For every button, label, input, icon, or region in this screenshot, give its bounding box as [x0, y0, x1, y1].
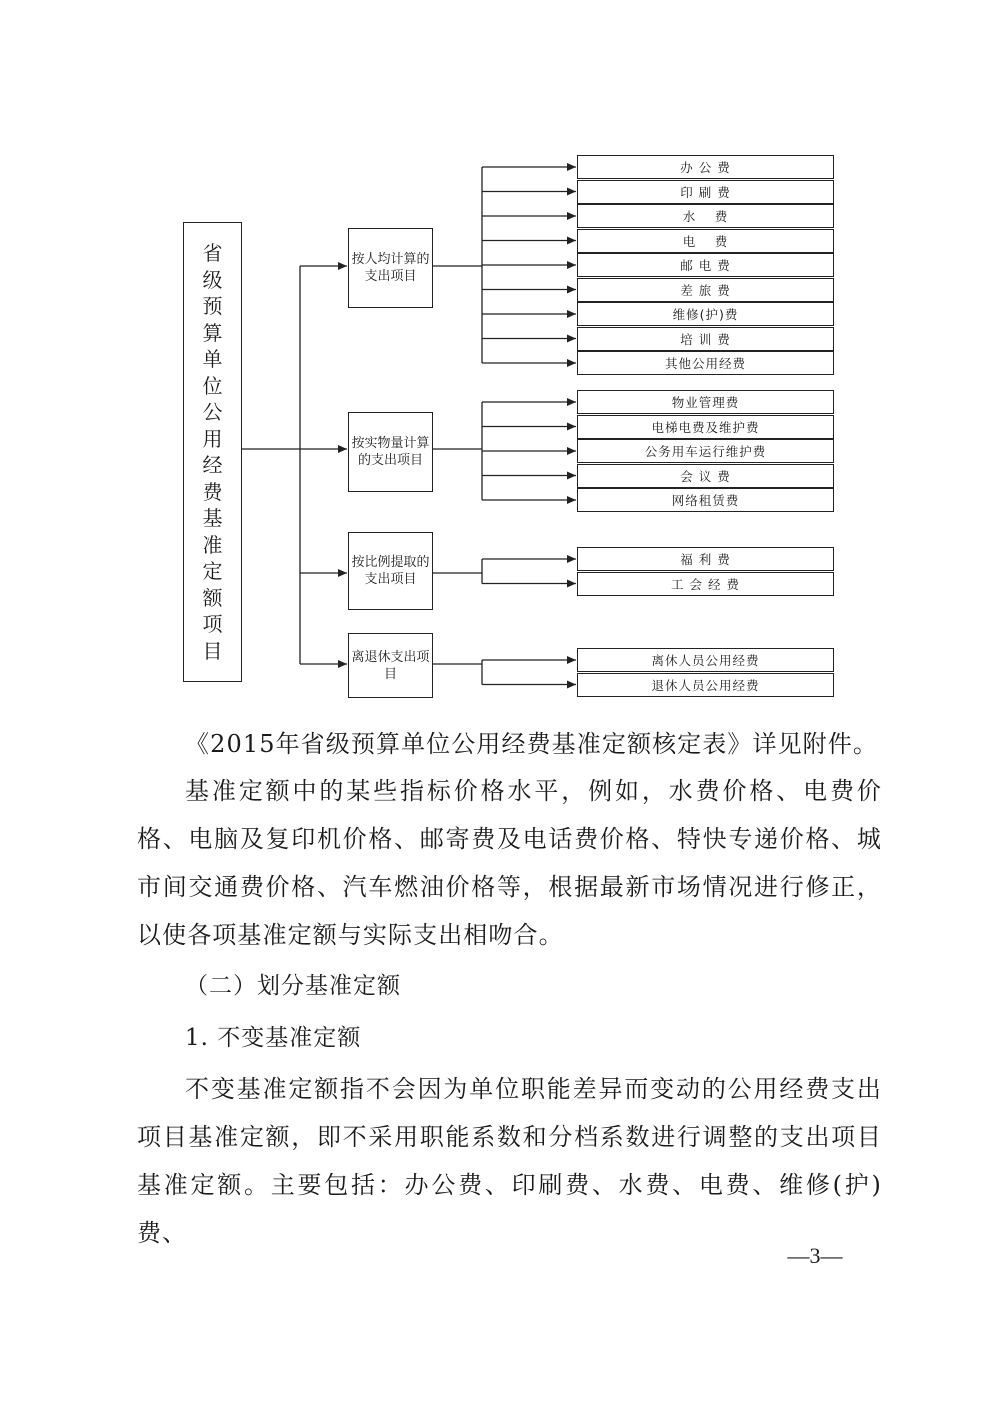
leaf-arrow — [567, 359, 576, 367]
category-retiree-box: 离退休支出项目 — [348, 633, 433, 698]
root-char: 公 — [202, 400, 223, 424]
leaf-item-per-capita: 维修(护)费 — [577, 302, 834, 326]
root-char: 准 — [202, 532, 223, 557]
leaf-item-per-capita: 培 训 费 — [577, 327, 834, 351]
subsection-heading: 1. 不变基准定额 — [185, 1025, 362, 1051]
section-heading: （二）划分基准定额 — [185, 973, 401, 999]
category-proportional-box: 按比例提取的支出项目 — [348, 532, 433, 610]
root-char: 经 — [202, 453, 223, 477]
leaf-arrow — [567, 656, 576, 664]
category-arrow — [338, 262, 347, 270]
leaf-arrow — [567, 163, 576, 171]
fixed-quota-paragraph: 不变基准定额指不会因为单位职能差异而变动的公用经费支出项目基准定额，即不采用职能系数和分档系数进行调整的支出项目基准定额。主要包括：办公费、印刷费、水费、电费、维修(护)费、 — [137, 1075, 882, 1247]
root-char: 额 — [202, 585, 223, 610]
category-physical-quantity-box: 按实物量计算的支出项目 — [348, 412, 433, 492]
page-number: —3— — [787, 1243, 843, 1268]
root-char: 省 — [202, 241, 223, 265]
leaf-arrow — [567, 212, 576, 220]
leaf-arrow — [567, 681, 576, 689]
category-per-capita-box: 按人均计算的支出项目 — [348, 228, 433, 308]
leaf-arrow — [567, 580, 576, 588]
price-adjustment-paragraph: 基准定额中的某些指标价格水平，例如，水费价格、电费价格、电脑及复印机价格、邮寄费及电话费价格、特快专递价格、城市间交通费价格、汽车燃油价格等，根据最新市场情况进行修正，以使各项基准定额与实际支出相吻合。 — [137, 777, 882, 949]
leaf-item-retiree: 退休人员公用经费 — [577, 673, 834, 697]
leaf-item-physical-quantity: 公务用车运行维护费 — [577, 439, 834, 463]
root-char: 目 — [202, 638, 223, 663]
root-char: 基 — [202, 506, 223, 530]
leaf-arrow — [567, 261, 576, 269]
leaf-item-per-capita: 差 旅 费 — [577, 278, 834, 302]
leaf-arrow — [567, 286, 576, 294]
leaf-item-per-capita: 印 刷 费 — [577, 180, 834, 204]
leaf-item-per-capita: 水 费 — [577, 204, 834, 228]
root-char: 用 — [202, 426, 223, 451]
root-char: 预 — [202, 294, 223, 318]
leaf-arrow — [567, 472, 576, 480]
category-arrow — [338, 445, 347, 453]
leaf-item-proportional: 工 会 经 费 — [577, 572, 834, 596]
leaf-item-physical-quantity: 网络租赁费 — [577, 488, 834, 512]
leaf-item-retiree: 离休人员公用经费 — [577, 648, 834, 672]
root-char: 级 — [202, 267, 223, 292]
leaf-item-per-capita: 办 公 费 — [577, 155, 834, 179]
leaf-arrow — [567, 237, 576, 245]
leaf-arrow — [567, 555, 576, 563]
leaf-item-physical-quantity: 会 议 费 — [577, 464, 834, 488]
leaf-arrow — [567, 447, 576, 455]
category-arrow — [338, 569, 347, 577]
root-char: 项 — [202, 612, 223, 636]
leaf-arrow — [567, 496, 576, 504]
leaf-arrow — [567, 188, 576, 196]
root-char: 单 — [202, 347, 223, 371]
leaf-item-per-capita: 电 费 — [577, 229, 834, 253]
root-char: 位 — [202, 373, 223, 398]
leaf-item-per-capita: 其他公用经费 — [577, 351, 834, 375]
diagram-root-box — [183, 222, 242, 682]
leaf-arrow — [567, 335, 576, 343]
leaf-item-physical-quantity: 电梯电费及维护费 — [577, 415, 834, 439]
leaf-item-proportional: 福 利 费 — [577, 547, 834, 571]
leaf-arrow — [567, 310, 576, 318]
root-char: 费 — [202, 479, 223, 504]
leaf-item-per-capita: 邮 电 费 — [577, 253, 834, 277]
leaf-arrow — [567, 398, 576, 406]
root-char: 定 — [202, 559, 223, 583]
category-arrow — [338, 660, 347, 668]
leaf-arrow — [567, 423, 576, 431]
leaf-item-physical-quantity: 物业管理费 — [577, 390, 834, 414]
attachment-note: 《2015年省级预算单位公用经费基准定额核定表》详见附件。 — [185, 730, 878, 758]
root-char: 算 — [202, 320, 223, 345]
